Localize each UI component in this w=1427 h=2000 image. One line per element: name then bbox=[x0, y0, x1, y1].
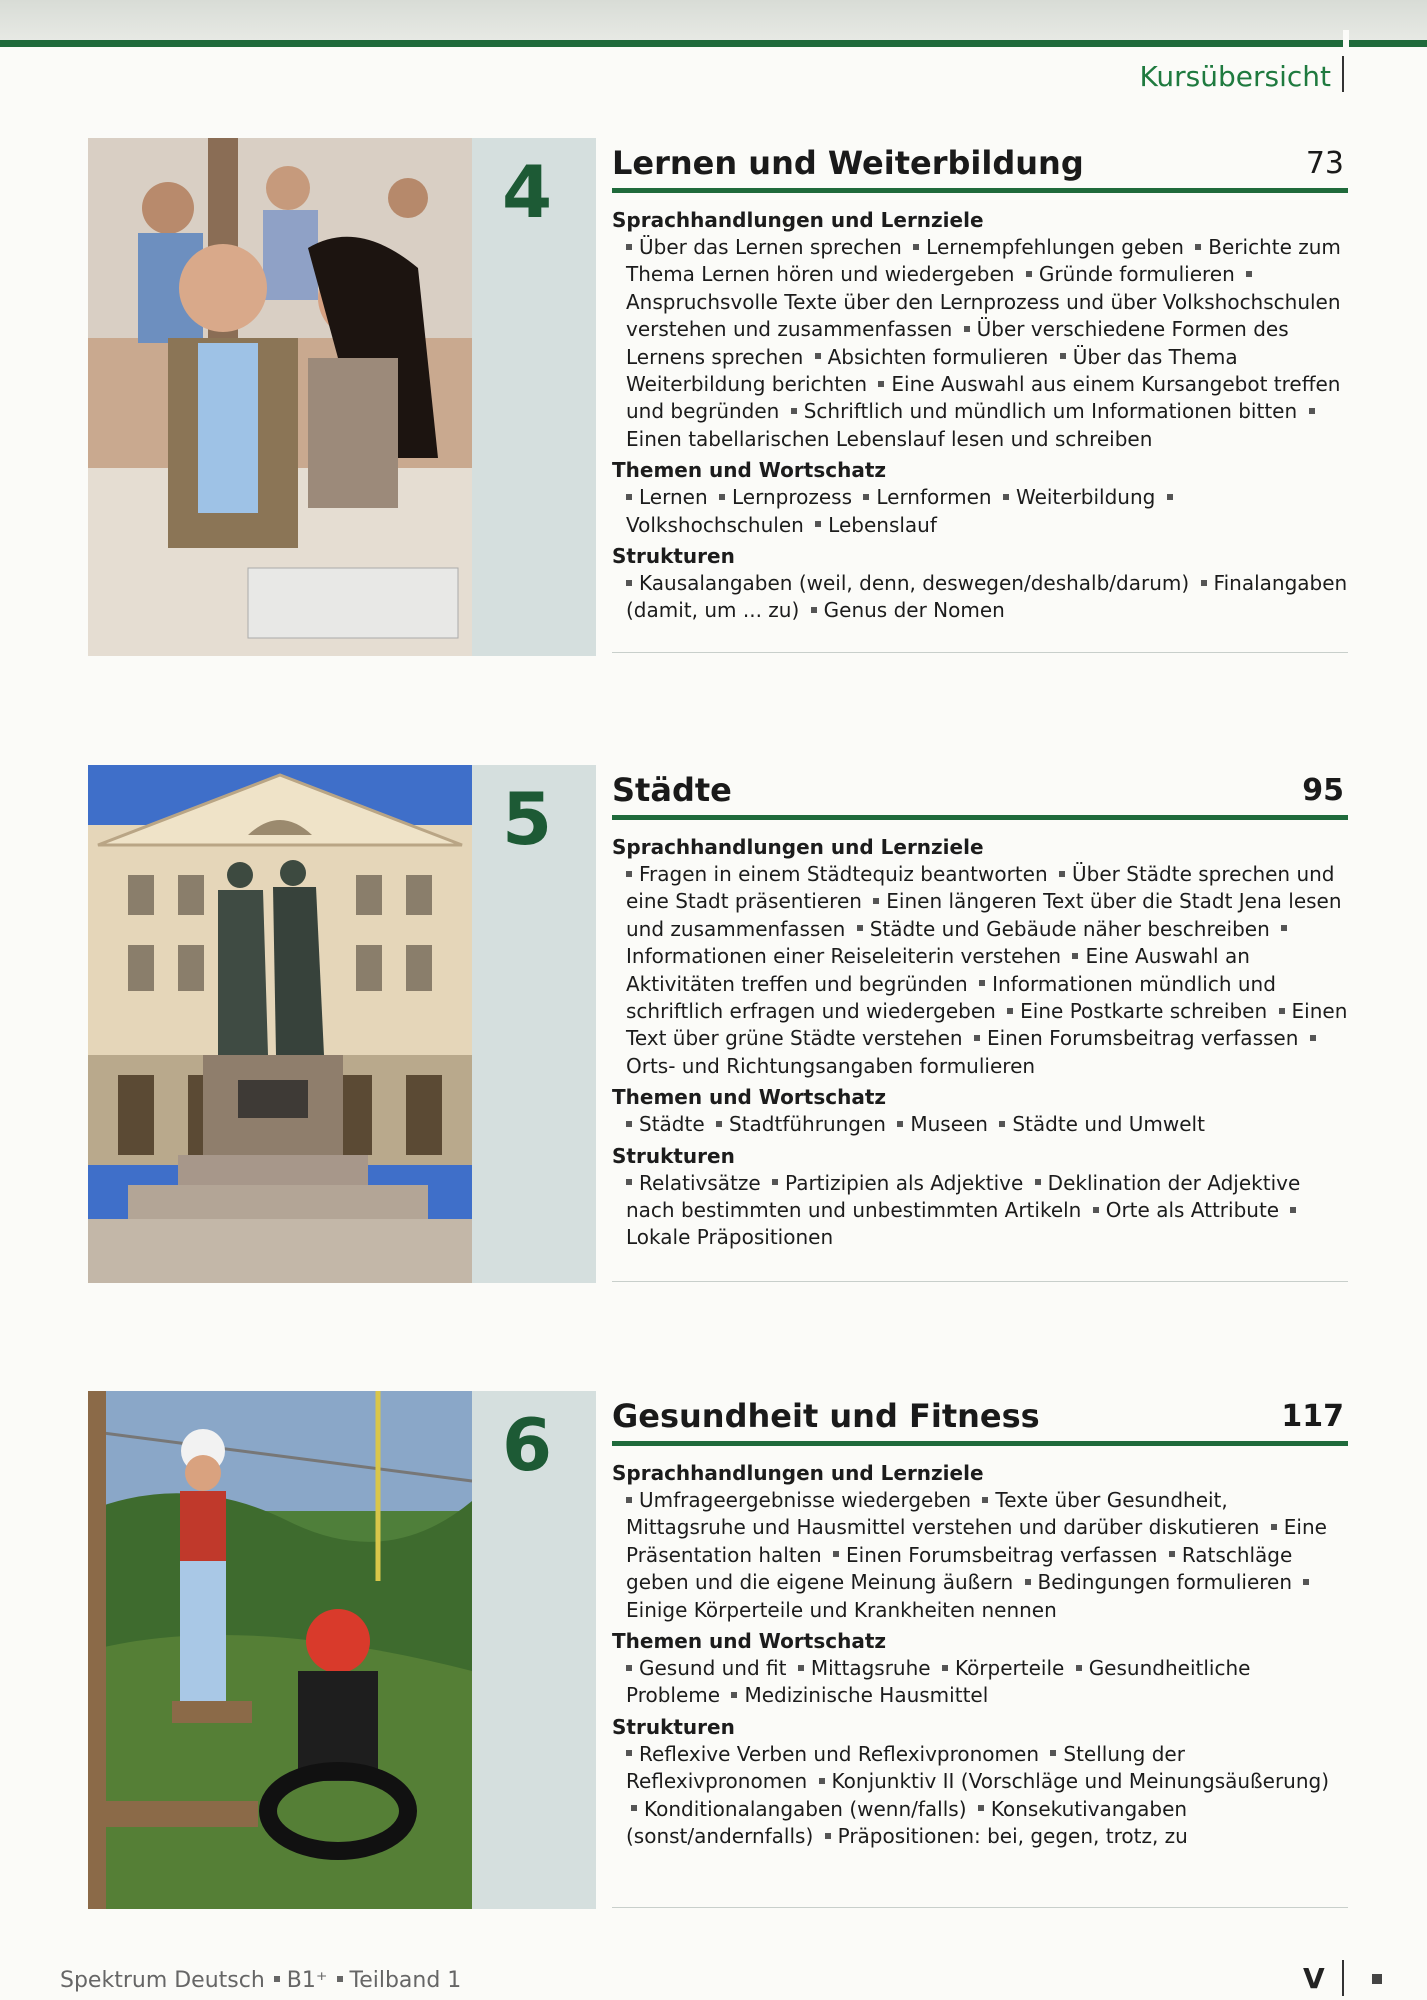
footer-divider bbox=[1342, 1960, 1344, 1996]
list-item: Berichte zum Thema Lernen hören und wiedergeben bbox=[626, 235, 1341, 287]
list-item: Orte als Attribute bbox=[1105, 1198, 1280, 1223]
list-item: Stadtführungen bbox=[729, 1112, 886, 1137]
bullet-square-icon bbox=[631, 1805, 637, 1811]
bullet-square-icon bbox=[1076, 1665, 1082, 1671]
list-item: Städte und Umwelt bbox=[1012, 1112, 1205, 1137]
bullet-square-icon bbox=[1246, 271, 1252, 277]
bullet-square-icon bbox=[811, 607, 817, 613]
bullet-square-icon bbox=[626, 1497, 632, 1503]
list-item: Kausalangaben (weil, denn, deswegen/deshalb/darum) bbox=[639, 571, 1190, 596]
list-item: Städte bbox=[639, 1112, 705, 1137]
list-item: Lernprozess bbox=[731, 485, 852, 510]
footer-part: Teilband 1 bbox=[349, 1968, 462, 1993]
list-item: Lernen bbox=[639, 485, 708, 510]
list-item: Über verschiedene Formen des Lernens sprechen bbox=[626, 317, 1289, 369]
list-item: Einige Körperteile und Krankheiten nennen bbox=[626, 1597, 1057, 1622]
list-item: Über Städte sprechen und eine Stadt präsentieren bbox=[626, 862, 1335, 914]
bullet-square-icon bbox=[913, 244, 919, 250]
list-item: Körperteile bbox=[954, 1656, 1065, 1681]
list-item: Informationen mündlich und schriftlich erfragen und wiedergeben bbox=[626, 971, 1276, 1024]
section-heading: Sprachhandlungen und Lernziele bbox=[612, 1461, 984, 1485]
bullet-square-icon bbox=[1050, 1750, 1056, 1756]
unit-divider bbox=[612, 1907, 1348, 1908]
bullet-square-icon bbox=[878, 381, 884, 387]
bullet-square-icon bbox=[1026, 271, 1032, 277]
bullet-square-icon bbox=[1201, 580, 1207, 586]
bullet-square-icon bbox=[1310, 1035, 1316, 1041]
list-item: Ratschläge geben und die eigene Meinung äußern bbox=[626, 1542, 1293, 1595]
bullet-square-icon bbox=[1025, 1579, 1031, 1585]
bullet-square-icon bbox=[1303, 1579, 1309, 1585]
section-heading: Themen und Wortschatz bbox=[612, 458, 887, 483]
list-item: Einen Forumsbeitrag verfassen bbox=[986, 1026, 1299, 1051]
unit-title[interactable]: Gesundheit und Fitness bbox=[612, 1397, 1040, 1435]
list-item: Orts- und Richtungsangaben formulieren bbox=[626, 1053, 1036, 1078]
section-heading: Sprachhandlungen und Lernziele bbox=[612, 835, 984, 859]
footer-square-icon bbox=[1372, 1974, 1382, 1984]
bullet-square-icon bbox=[626, 1750, 632, 1756]
list-item: Eine Auswahl aus einem Kursangebot treffen und begründen bbox=[626, 372, 1341, 424]
footer-book-title: Spektrum Deutsch bbox=[60, 1968, 265, 1993]
climbing-photo-icon bbox=[88, 1391, 472, 1909]
section-heading: Themen und Wortschatz bbox=[612, 1085, 887, 1110]
list-item: Reflexive Verben und Reflexivpronomen bbox=[639, 1741, 1040, 1766]
bullet-square-icon bbox=[873, 898, 879, 904]
section-header-label: Kursübersicht bbox=[1139, 60, 1331, 93]
unit-number-panel bbox=[472, 1391, 596, 1909]
bullet-square-icon bbox=[716, 1121, 722, 1127]
list-item: Städte und Gebäude näher beschreiben bbox=[869, 916, 1270, 941]
bullet-square-icon bbox=[1290, 1207, 1296, 1213]
section-heading: Sprachhandlungen und Lernziele bbox=[612, 208, 984, 232]
bullet-square-icon bbox=[1072, 953, 1078, 959]
bullet-square-icon bbox=[974, 1035, 980, 1041]
bullet-square-icon bbox=[1003, 494, 1009, 500]
bullet-square-icon bbox=[825, 1833, 831, 1839]
list-item: Gesundheitliche Probleme bbox=[626, 1656, 1251, 1708]
footer-level: B1⁺ bbox=[286, 1968, 328, 1993]
bullet-square-icon bbox=[1271, 1524, 1277, 1530]
unit-4[interactable] bbox=[88, 138, 1348, 658]
list-item: Einen längeren Text über die Stadt Jena lesen und zusammenfassen bbox=[626, 889, 1342, 941]
bullet-square-icon bbox=[731, 1692, 737, 1698]
unit-title-row bbox=[612, 765, 1348, 820]
list-item: Konsekutivangaben (sonst/andernfalls) bbox=[626, 1796, 1188, 1849]
bullet-square-icon bbox=[626, 494, 632, 500]
list-item: Lebenslauf bbox=[828, 512, 937, 537]
bullet-square-icon bbox=[1309, 408, 1315, 414]
bullet-square-icon bbox=[626, 580, 632, 586]
bullet-square-icon bbox=[999, 1121, 1005, 1127]
unit-number-panel bbox=[472, 765, 596, 1283]
section-heading: Strukturen bbox=[612, 1143, 735, 1168]
bullet-square-icon bbox=[1060, 353, 1066, 359]
bullet-square-icon bbox=[833, 1551, 839, 1557]
list-item: Gründe formulieren bbox=[1038, 262, 1235, 287]
bullet-square-icon bbox=[626, 1665, 632, 1671]
page-number-roman: V bbox=[1303, 1962, 1325, 1995]
section-items bbox=[612, 1170, 1348, 1252]
section-heading: Themen und Wortschatz bbox=[612, 1629, 887, 1654]
section-items bbox=[612, 1741, 1348, 1851]
bullet-square-icon bbox=[1279, 1008, 1285, 1014]
list-item: Eine Postkarte schreiben bbox=[1020, 999, 1268, 1024]
bullet-square-icon bbox=[626, 244, 632, 250]
bullet-square-icon bbox=[815, 521, 821, 527]
unit-title[interactable]: Städte bbox=[612, 771, 732, 809]
top-band bbox=[0, 0, 1427, 40]
list-item: Museen bbox=[910, 1112, 988, 1137]
section-items bbox=[612, 1487, 1348, 1624]
top-rule-gap bbox=[1343, 30, 1349, 54]
section-heading: Strukturen bbox=[612, 544, 735, 569]
section-items bbox=[612, 1111, 1348, 1138]
bullet-square-icon bbox=[978, 1805, 984, 1811]
list-item: Informationen einer Reiseleiterin verstehen bbox=[626, 944, 1062, 969]
unit-divider bbox=[612, 1281, 1348, 1282]
unit-divider bbox=[612, 652, 1348, 653]
list-item: Über das Lernen sprechen bbox=[639, 235, 902, 259]
bullet-square-icon bbox=[1195, 244, 1201, 250]
unit-number: 6 bbox=[501, 1403, 553, 1487]
unit-content bbox=[612, 1391, 1348, 1854]
list-item: Eine Auswahl an Aktivitäten treffen und begründen bbox=[626, 944, 1250, 996]
page-number[interactable]: 73 bbox=[1305, 146, 1344, 181]
list-item: Finalangaben (damit, um ... zu) bbox=[626, 571, 1348, 623]
section-items bbox=[612, 1655, 1348, 1710]
list-item: Einen Text über grüne Städte verstehen bbox=[626, 999, 1348, 1051]
bullet-square-icon bbox=[626, 871, 632, 877]
bullet-square-icon bbox=[798, 1665, 804, 1671]
bullet-square-icon bbox=[964, 326, 970, 332]
unit-5[interactable] bbox=[88, 765, 1348, 1285]
list-item: Umfrageergebnisse wiedergeben bbox=[639, 1488, 972, 1512]
page-number[interactable]: 117 bbox=[1281, 1399, 1344, 1434]
list-item: Einen Forumsbeitrag verfassen bbox=[846, 1542, 1158, 1567]
bullet-square-icon bbox=[979, 980, 985, 986]
bullet-square-icon bbox=[772, 1179, 778, 1185]
list-item: Lernformen bbox=[876, 485, 992, 510]
bullet-square-icon bbox=[1059, 871, 1065, 877]
bullet-square-icon bbox=[982, 1497, 988, 1503]
list-item: Medizinische Hausmittel bbox=[744, 1683, 989, 1708]
section-items bbox=[612, 570, 1348, 625]
bullet-square-icon bbox=[1167, 494, 1173, 500]
list-item: Stellung der Reflexivpronomen bbox=[626, 1741, 1185, 1794]
bullet-square-icon bbox=[1169, 1551, 1175, 1557]
list-item: Lokale Präpositionen bbox=[626, 1225, 834, 1250]
list-item: Konditionalangaben (wenn/falls) bbox=[644, 1796, 967, 1821]
unit-content bbox=[612, 765, 1348, 1256]
bullet-square-icon bbox=[337, 1976, 343, 1982]
list-item: Konjunktiv II (Vorschläge und Meinungsäußerung) bbox=[831, 1769, 1330, 1794]
bullet-square-icon bbox=[863, 494, 869, 500]
page-number[interactable]: 95 bbox=[1302, 773, 1344, 808]
section-items bbox=[612, 861, 1348, 1080]
bullet-square-icon bbox=[791, 408, 797, 414]
footer-book-info bbox=[60, 1968, 461, 1993]
list-item: Volkshochschulen bbox=[626, 512, 804, 537]
bullet-square-icon bbox=[626, 1121, 632, 1127]
section-items bbox=[612, 234, 1348, 453]
bullet-square-icon bbox=[1093, 1207, 1099, 1213]
list-item: Über das Thema Weiterbildung berichten bbox=[626, 344, 1238, 397]
bullet-square-icon bbox=[857, 925, 863, 931]
monument-photo-icon bbox=[88, 765, 472, 1283]
unit-title-row bbox=[612, 138, 1348, 193]
list-item: Gesund und fit bbox=[639, 1656, 787, 1681]
list-item: Fragen in einem Städtequiz beantworten bbox=[639, 862, 1048, 886]
bullet-square-icon bbox=[815, 353, 821, 359]
section-heading: Strukturen bbox=[612, 1714, 735, 1739]
list-item: Anspruchsvolle Texte über den Lernprozess und über Volkshochschulen verstehen und zusammenfassen bbox=[626, 289, 1341, 342]
section-items bbox=[612, 484, 1348, 539]
list-item: Absichten formulieren bbox=[827, 344, 1049, 369]
header-divider bbox=[1342, 56, 1344, 92]
unit-6[interactable] bbox=[88, 1391, 1348, 1911]
list-item: Weiterbildung bbox=[1015, 485, 1156, 510]
bullet-square-icon bbox=[1007, 1008, 1013, 1014]
list-item: Schriftlich und mündlich um Informationen bitten bbox=[803, 399, 1298, 424]
list-item: Lernempfehlungen geben bbox=[926, 235, 1184, 259]
unit-number: 4 bbox=[501, 150, 553, 234]
bullet-square-icon bbox=[1281, 925, 1287, 931]
list-item: Präpositionen: bei, gegen, trotz, zu bbox=[837, 1824, 1188, 1849]
unit-number-panel bbox=[472, 138, 596, 656]
bullet-square-icon bbox=[1035, 1179, 1041, 1185]
list-item: Texte über Gesundheit, Mittagsruhe und Hausmittel verstehen und darüber diskutieren bbox=[626, 1488, 1260, 1540]
unit-number: 5 bbox=[501, 777, 553, 861]
list-item: Mittagsruhe bbox=[810, 1656, 931, 1681]
unit-content bbox=[612, 138, 1348, 629]
list-item: Bedingungen formulieren bbox=[1037, 1570, 1293, 1595]
unit-title[interactable]: Lernen und Weiterbildung bbox=[612, 144, 1084, 182]
list-item: Genus der Nomen bbox=[823, 598, 1005, 623]
list-item: Eine Präsentation halten bbox=[626, 1515, 1327, 1567]
bullet-square-icon bbox=[819, 1778, 825, 1784]
classroom-photo-icon bbox=[88, 138, 472, 656]
unit-title-row bbox=[612, 1391, 1348, 1446]
list-item: Deklination der Adjektive nach bestimmten und unbestimmten Artikeln bbox=[626, 1170, 1301, 1223]
bullet-square-icon bbox=[626, 1179, 632, 1185]
bullet-square-icon bbox=[719, 494, 725, 500]
bullet-square-icon bbox=[942, 1665, 948, 1671]
list-item: Partizipien als Adjektive bbox=[785, 1170, 1024, 1195]
list-item: Einen tabellarischen Lebenslauf lesen und schreiben bbox=[626, 426, 1153, 451]
top-rule bbox=[0, 40, 1427, 47]
list-item: Relativsätze bbox=[639, 1170, 761, 1195]
bullet-square-icon bbox=[274, 1976, 280, 1982]
bullet-square-icon bbox=[897, 1121, 903, 1127]
